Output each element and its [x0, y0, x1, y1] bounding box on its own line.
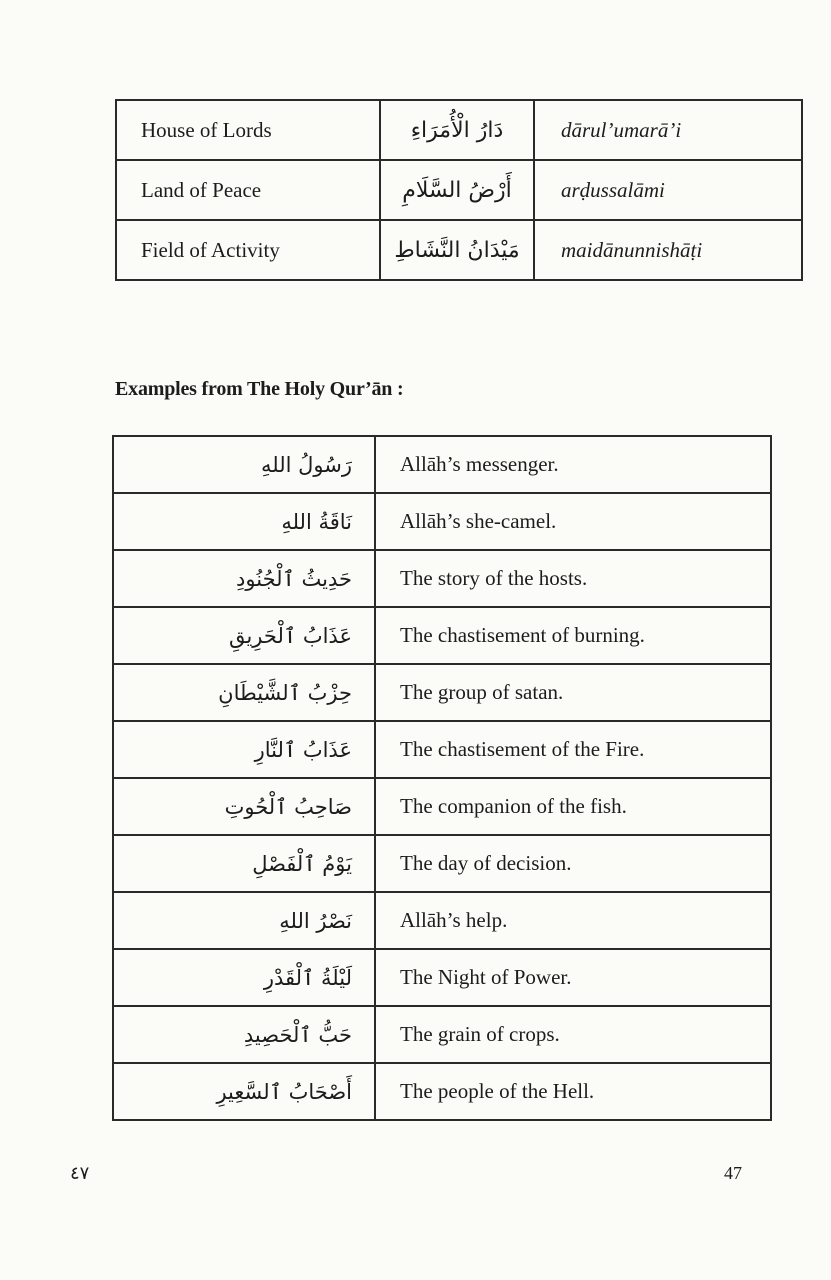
- arabic-cell: مَيْدَانُ النَّشَاطِ: [380, 220, 534, 280]
- table-row: [113, 436, 771, 493]
- english-cell: House of Lords: [116, 100, 380, 160]
- arabic-cell: دَارُ الْأُمَرَاءِ: [380, 100, 534, 160]
- english-cell: Allāh’s she-camel.: [375, 493, 771, 550]
- table-row: [113, 835, 771, 892]
- table-row: [116, 160, 802, 220]
- table-row: [113, 721, 771, 778]
- arabic-cell: صَاحِبُ ٱلْحُوتِ: [113, 778, 375, 835]
- arabic-cell: نَصْرُ اللهِ: [113, 892, 375, 949]
- table-row: [113, 778, 771, 835]
- english-cell: Field of Activity: [116, 220, 380, 280]
- table-row: [116, 100, 802, 160]
- english-cell: The story of the hosts.: [375, 550, 771, 607]
- arabic-cell: أَصْحَابُ ٱلسَّعِيرِ: [113, 1063, 375, 1120]
- transliteration-cell: dārul’umarā’i: [534, 100, 802, 160]
- english-cell: The grain of crops.: [375, 1006, 771, 1063]
- english-cell: The people of the Hell.: [375, 1063, 771, 1120]
- table-row: [113, 1006, 771, 1063]
- english-cell: The day of decision.: [375, 835, 771, 892]
- arabic-cell: حَدِيثُ ٱلْجُنُودِ: [113, 550, 375, 607]
- examples-table: [112, 435, 772, 1121]
- page-number: 47: [724, 1163, 742, 1183]
- arabic-cell: حِزْبُ ٱلشَّيْطَانِ: [113, 664, 375, 721]
- examples-heading: Examples from The Holy Qur’ān :: [115, 378, 404, 400]
- table-row: [113, 550, 771, 607]
- table-row: [113, 1063, 771, 1120]
- arabic-cell: يَوْمُ ٱلْفَصْلِ: [113, 835, 375, 892]
- table-row: [113, 892, 771, 949]
- english-cell: Land of Peace: [116, 160, 380, 220]
- table-row: [113, 949, 771, 1006]
- arabic-cell: رَسُولُ اللهِ: [113, 436, 375, 493]
- arabic-cell: لَيْلَةُ ٱلْقَدْرِ: [113, 949, 375, 1006]
- table-row: [116, 220, 802, 280]
- table-row: [113, 493, 771, 550]
- english-cell: The companion of the fish.: [375, 778, 771, 835]
- table-row: [113, 664, 771, 721]
- english-cell: The chastisement of the Fire.: [375, 721, 771, 778]
- arabic-cell: عَذَابُ ٱلْحَرِيقِ: [113, 607, 375, 664]
- english-cell: Allāh’s messenger.: [375, 436, 771, 493]
- table-row: [113, 607, 771, 664]
- page-number-arabic: ٤٧: [70, 1163, 90, 1184]
- english-cell: The group of satan.: [375, 664, 771, 721]
- english-cell: The Night of Power.: [375, 949, 771, 1006]
- english-cell: Allāh’s help.: [375, 892, 771, 949]
- compounds-table: [115, 99, 803, 281]
- english-cell: The chastisement of burning.: [375, 607, 771, 664]
- arabic-cell: عَذَابُ ٱلنَّارِ: [113, 721, 375, 778]
- transliteration-cell: arḍussalāmi: [534, 160, 802, 220]
- arabic-cell: أَرْضُ السَّلَامِ: [380, 160, 534, 220]
- transliteration-cell: maidānunnishāṭi: [534, 220, 802, 280]
- arabic-cell: نَاقَةُ اللهِ: [113, 493, 375, 550]
- arabic-cell: حَبُّ ٱلْحَصِيدِ: [113, 1006, 375, 1063]
